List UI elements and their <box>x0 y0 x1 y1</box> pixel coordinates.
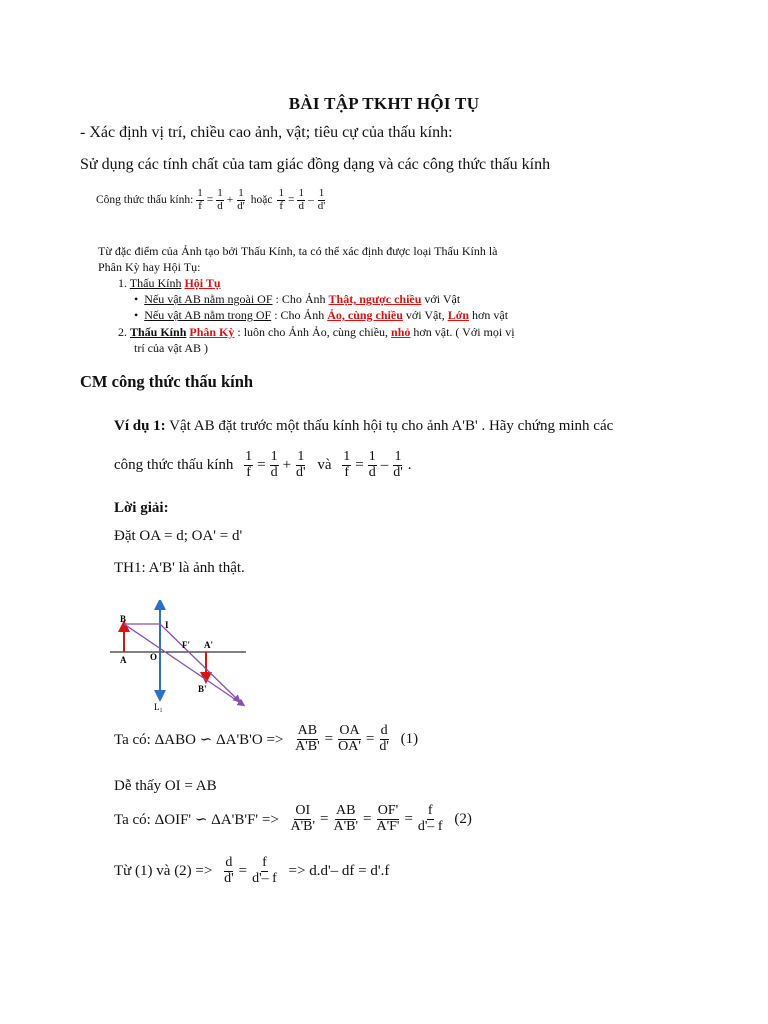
task-line: - Xác định vị trí, chiều cao ảnh, vật; tiêu cự của thấu kính: <box>80 124 453 141</box>
label-O: O <box>150 652 158 662</box>
lens-diagram <box>110 600 260 716</box>
label-A: A <box>120 655 127 665</box>
case-1: TH1: A'B' là ảnh thật. <box>114 560 245 576</box>
oi-equals-ab: Dễ thấy OI = AB <box>114 778 217 794</box>
equation-3: Từ (1) và (2) => $\frac{d}{d'}$ = $\frac{f}{d'- f}$ => d.d'– df = d'.f <box>114 855 390 886</box>
list-item-converging: 1. Thấu Kính Hội Tụ <box>118 276 221 290</box>
bullet-outside-of: • Nếu vật AB nằm ngoài OF : Cho Ảnh Thật, ngược chiều với Vật <box>134 292 461 306</box>
label-B: B <box>120 614 127 624</box>
label-Bp: B' <box>198 684 207 694</box>
example-formulas: công thức thấu kính $\frac{1}{f}$ = $\frac{1}{d}$ + $\frac{1}{d'}$ và $\frac{1}{f}$ = $\frac{1}{d}$ – $\frac{1}{d'}$ . <box>114 449 412 480</box>
para-line-2: Phân Kỳ hay Hội Tụ: <box>98 260 201 274</box>
equation-1: Ta có: ΔABO ∽ ΔA'B'O => $\frac{AB}{A'B'}$ = $\frac{OA}{OA'}$ = $\frac{d}{d'}$ (1) <box>114 723 419 754</box>
label-I: I <box>165 620 169 630</box>
example-line: Ví dụ 1: Vật AB đặt trước một thấu kính hội tụ cho ảnh A'B' . Hãy chứng minh các <box>114 418 614 434</box>
doc-title: BÀI TẬP TKHT HỘI TỤ <box>288 94 480 113</box>
method-line: Sử dụng các tính chất của tam giác đồng dạng và các công thức thấu kính <box>80 156 551 173</box>
label-L1: L₁ <box>154 702 163 712</box>
ray-center <box>124 624 242 704</box>
list-item-diverging-cont: trí của vật AB ) <box>134 341 208 355</box>
equation-2: Ta có: ΔOIF' ∽ ΔA'B'F' => $\frac{OI}{A'B'}$ = $\frac{AB}{A'B'}$ = $\frac{OF'}{A'F'}$ = $\frac{f}{d'- f}$ (2) <box>114 803 472 834</box>
label-Fp: F' <box>182 640 190 650</box>
label-Ap: A' <box>204 640 213 650</box>
section-heading: CM công thức thấu kính <box>80 372 254 391</box>
solution-label: Lời giải: <box>114 500 169 516</box>
para-line-1: Từ đặc điểm của Ảnh tạo bởi Thấu Kính, ta có thể xác định được loại Thấu Kính là <box>98 244 498 258</box>
set-variables: Đặt OA = d; OA' = d' <box>114 528 243 544</box>
bullet-inside-of: • Nếu vật AB nằm trong OF : Cho Ảnh Ảo, cùng chiều với Vật, Lớn hơn vật <box>134 308 509 322</box>
lens-formula-small: Công thức thấu kính: $\frac{1}{f}$ = $\frac{1}{d}$ + $\frac{1}{d'}$ hoặc $\frac{1}{f}$ = $\frac{1}{d}$ – $\frac{1}{d'}$ <box>96 187 326 212</box>
list-item-diverging: 2. Thấu Kính Phân Kỳ : luôn cho Ảnh Ảo, cùng chiều, nhỏ hơn vật. ( Với mọi vị <box>118 325 515 339</box>
